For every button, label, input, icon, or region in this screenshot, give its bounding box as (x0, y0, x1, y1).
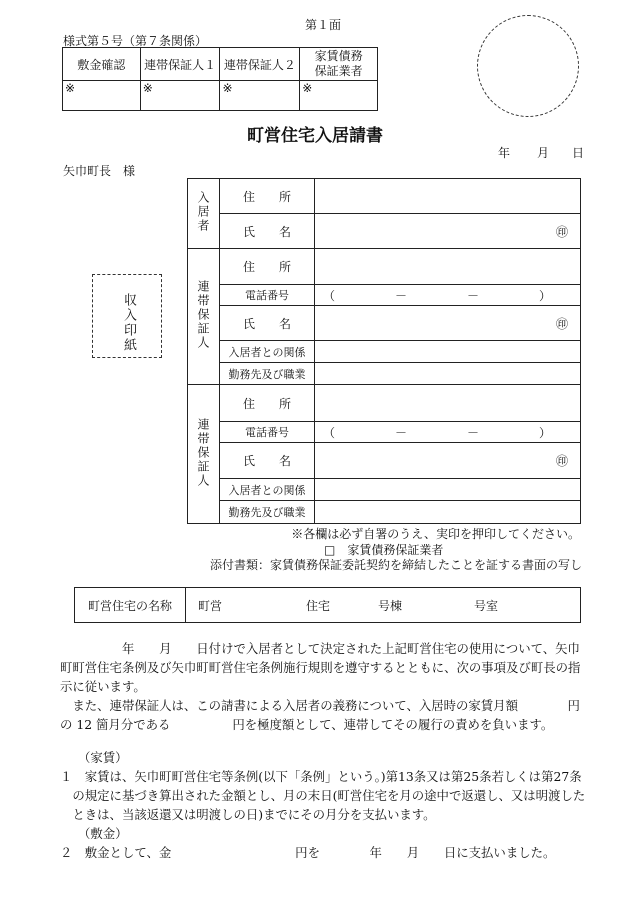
para1-line2: 町町営住宅条例及び矢巾町町営住宅条例施行規則を遵守するとともに、次の事項及び町長の指 (60, 660, 581, 675)
check-mark[interactable]: ※ (220, 81, 300, 111)
guarantor1-work-label: 勤務先及び職業 (220, 363, 315, 385)
rent-heading: （家賃） (78, 750, 128, 765)
check-header-guarantor1: 連帯保証人１ (140, 48, 220, 81)
resident-group-label: 入居者 (196, 191, 210, 233)
date-month: 月 (537, 146, 550, 160)
guarantor1-relation-label: 入居者との関係 (220, 341, 315, 363)
check-table (62, 47, 378, 111)
para1-line3: 示に従います。 (60, 679, 146, 694)
seal-mark: ㊞ (555, 454, 568, 468)
guarantor2-work-field[interactable] (315, 501, 581, 524)
item2: ２ 敷金として、金 円を 年 月 日に支払いました。 (60, 845, 556, 860)
para2-line1: また、連帯保証人は、この請書による入居者の義務について、入居時の家賃月額 円 (60, 698, 580, 713)
date-year: 年 (498, 146, 511, 160)
resident-name-field[interactable] (315, 214, 581, 249)
item1-line2: の規定に基づき算出された金額とし、月の末日(町営住宅を月の途中で返還し、又は明渡した (60, 788, 586, 803)
guarantor1-group (188, 249, 220, 385)
check-header-deposit: 敷金確認 (63, 48, 141, 81)
stamp-label: 収入印紙 (121, 293, 136, 353)
check-header-guarantee-company: 家賃債務 保証業者 (300, 48, 378, 81)
seal-mark: ㊞ (555, 316, 568, 331)
item1-line3: ときは、当該返還又は明渡しの日)までにその月分を支払います。 (60, 807, 436, 822)
addressee: 矢巾町長 様 (63, 164, 136, 178)
guarantor1-name-label: 氏 名 (220, 306, 315, 341)
date-day: 日 (572, 146, 585, 160)
guarantor1-group-label: 連帯保証人 (196, 280, 210, 350)
resident-group (188, 179, 220, 249)
agreement-text (60, 639, 585, 734)
signature-note: ※各欄は必ず自署のうえ、実印を押印してください。 (291, 527, 580, 541)
guarantor2-phone-label: 電話番号 (220, 422, 315, 443)
housing-name-field[interactable]: 町営 住宅 号棟 号室 (186, 588, 581, 623)
attachment-note: 添付書類：家賃債務保証委託契約を締結したことを証する書面の写し (209, 558, 582, 572)
resident-address-label: 住 所 (220, 179, 315, 214)
para2-line2: の 12 箇月分である 円を極度額として、連帯してその履行の責めを負います。 (60, 717, 554, 732)
check-mark[interactable]: ※ (140, 81, 220, 111)
check-mark[interactable]: ※ (63, 81, 141, 111)
guarantor2-phone-field[interactable]: （ － － ） (315, 422, 581, 443)
guarantor2-name-label: 氏 名 (220, 443, 315, 479)
resident-address-field[interactable] (315, 179, 581, 214)
guarantor1-address-field[interactable] (315, 249, 581, 285)
guarantor1-address-label: 住 所 (220, 249, 315, 285)
guarantor2-address-label: 住 所 (220, 385, 315, 422)
guarantor2-work-label: 勤務先及び職業 (220, 501, 315, 524)
housing-name-label: 町営住宅の名称 (75, 588, 186, 623)
applicant-table (187, 178, 581, 524)
terms-list (60, 748, 585, 862)
deposit-heading: （敷金） (78, 826, 128, 841)
check-header-guarantor2: 連帯保証人２ (220, 48, 300, 81)
form-number: 様式第５号（第７条関係） (63, 34, 208, 48)
guarantor2-group-label: 連帯保証人 (196, 417, 210, 488)
para1-line1: 年 月 日付けで入居者として決定された上記町営住宅の使用について、矢巾 (60, 641, 580, 656)
guarantor1-phone-field[interactable]: （ － － ） (315, 285, 581, 306)
seal-mark: ㊞ (555, 224, 568, 239)
page-label: 第１面 (305, 18, 342, 32)
guarantor2-group (188, 385, 220, 524)
housing-table (74, 587, 581, 623)
guarantor1-work-field[interactable] (315, 363, 581, 385)
guarantor1-relation-field[interactable] (315, 341, 581, 363)
guarantor1-name-field[interactable] (315, 306, 581, 341)
guarantor2-address-field[interactable] (315, 385, 581, 422)
page-title: 町営住宅入居請書 (247, 126, 383, 146)
item1-line1: １ 家賃は、矢巾町町営住宅等条例(以下「条例」という。)第13条又は第25条若しくは第27条 (60, 769, 582, 784)
check-mark[interactable]: ※ (300, 81, 378, 111)
revenue-stamp-box[interactable] (92, 274, 162, 358)
guarantor1-phone-label: 電話番号 (220, 285, 315, 306)
guarantor2-name-field[interactable] (315, 443, 581, 479)
guarantee-company-checkbox[interactable]: □ 家賃債務保証業者 (324, 543, 444, 557)
guarantor2-relation-label: 入居者との関係 (220, 479, 315, 501)
resident-name-label: 氏 名 (220, 214, 315, 249)
guarantor2-relation-field[interactable] (315, 479, 581, 501)
seal-circle[interactable] (477, 15, 579, 117)
